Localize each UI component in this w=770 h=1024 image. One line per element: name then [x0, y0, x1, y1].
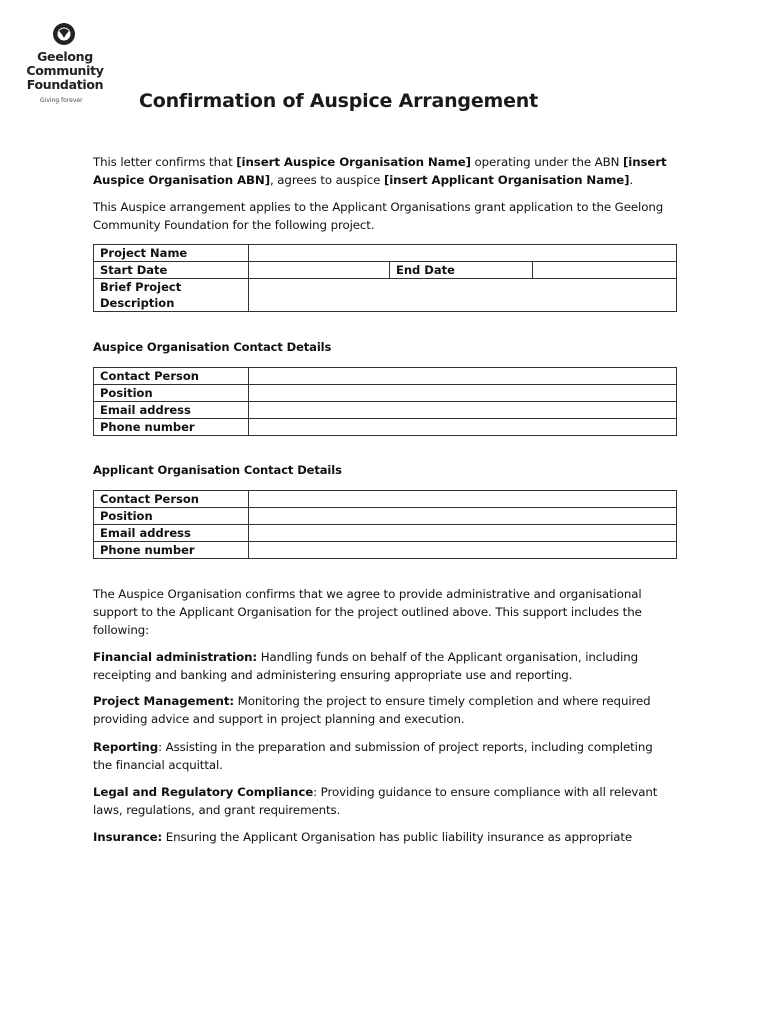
table-row: [94, 245, 677, 262]
auspice-contact-table: [93, 367, 677, 436]
applicant-name-placeholder: [insert Applicant Organisation Name]: [383, 173, 630, 187]
auspice-email-label: Email address: [94, 402, 249, 419]
applicant-phone-field[interactable]: [249, 542, 677, 559]
end-date-label: End Date: [390, 262, 533, 279]
intro-text-2: operating under the ABN: [470, 155, 623, 169]
applies-paragraph: This Auspice arrangement applies to the Applicant Organisations grant application to the Geelong Community Foundation for the following project.: [93, 200, 664, 232]
project-name-field[interactable]: [249, 245, 677, 262]
auspice-contact-person-field[interactable]: [249, 368, 677, 385]
auspice-contact-heading: Auspice Organisation Contact Details: [93, 340, 332, 354]
table-row: [94, 262, 677, 279]
financial-admin-text: Handling funds on behalf of the Applicant organisation, including receipting and banking and administering ensuring appropriate use and reporting.: [93, 650, 639, 682]
project-name-label: Project Name: [94, 245, 249, 262]
applicant-contact-person-label: Contact Person: [94, 491, 249, 508]
logo-name-line2: Community: [26, 63, 104, 78]
applicant-contact-table: [93, 490, 677, 559]
brief-description-field[interactable]: [249, 279, 677, 312]
insurance-text: Ensuring the Applicant Organisation has public liability insurance as appropriate: [162, 830, 633, 844]
legal-compliance-item: [93, 783, 668, 819]
table-row: [94, 368, 677, 385]
auspice-position-label: Position: [94, 385, 249, 402]
applicant-position-label: Position: [94, 508, 249, 525]
table-row: [94, 279, 677, 312]
insurance-label: Insurance:: [93, 830, 163, 844]
intro-text-1: This letter confirms that: [93, 155, 237, 169]
table-row: [94, 385, 677, 402]
table-row: [94, 542, 677, 559]
auspice-email-field[interactable]: [249, 402, 677, 419]
applicant-email-label: Email address: [94, 525, 249, 542]
confirm-paragraph: The Auspice Organisation confirms that we agree to provide administrative and organisational support to the Applicant Organisation for the project outlined above. This support includes the following:: [93, 587, 642, 637]
applicant-email-field[interactable]: [249, 525, 677, 542]
intro-text-3: , agrees to auspice: [270, 173, 384, 187]
logo-tagline: Giving forever: [40, 97, 83, 104]
applicant-position-field[interactable]: [249, 508, 677, 525]
table-row: [94, 402, 677, 419]
applicant-contact-person-field[interactable]: [249, 491, 677, 508]
legal-compliance-text: : Providing guidance to ensure compliance with all relevant laws, regulations, and grant requirements.: [93, 785, 658, 817]
legal-compliance-label: Legal and Regulatory Compliance: [93, 785, 314, 799]
table-row: [94, 419, 677, 436]
project-management-label: Project Management:: [93, 694, 235, 708]
reporting-label: Reporting: [93, 740, 159, 754]
intro-paragraph: [93, 153, 668, 189]
auspice-position-field[interactable]: [249, 385, 677, 402]
table-row: [94, 508, 677, 525]
page-title: Confirmation of Auspice Arrangement: [139, 90, 539, 112]
brief-description-label-line1: Brief Project: [100, 280, 182, 294]
applicant-phone-label: Phone number: [94, 542, 249, 559]
table-row: [94, 491, 677, 508]
auspice-contact-person-label: Contact Person: [94, 368, 249, 385]
auspice-name-placeholder: [insert Auspice Organisation Name]: [236, 155, 471, 169]
start-date-label: Start Date: [94, 262, 249, 279]
intro-text-4: .: [629, 173, 634, 187]
auspice-abn-placeholder: [insert Auspice Organisation ABN]: [93, 155, 667, 187]
auspice-phone-label: Phone number: [94, 419, 249, 436]
brief-description-label: [94, 279, 249, 312]
financial-admin-label: Financial administration:: [93, 650, 258, 664]
project-management-item: [93, 692, 668, 728]
financial-admin-item: [93, 648, 668, 684]
auspice-phone-field[interactable]: [249, 419, 677, 436]
reporting-item: [93, 738, 668, 774]
logo: [26, 22, 106, 104]
reporting-text: : Assisting in the preparation and submission of project reports, including completing the financial acquittal.: [93, 740, 653, 772]
logo-name-line3: Foundation: [26, 77, 104, 92]
foundation-logo-icon: [52, 22, 76, 46]
logo-name-line1: Geelong: [37, 49, 93, 64]
project-management-text: Monitoring the project to ensure timely completion and where required providing advice and support in project planning and execution.: [93, 694, 651, 726]
insurance-item: [93, 828, 668, 846]
brief-description-label-line2: Description: [100, 296, 175, 310]
table-row: [94, 525, 677, 542]
start-date-field[interactable]: [249, 262, 390, 279]
end-date-field[interactable]: [533, 262, 677, 279]
project-table: [93, 244, 677, 312]
applicant-contact-heading: Applicant Organisation Contact Details: [93, 463, 342, 477]
